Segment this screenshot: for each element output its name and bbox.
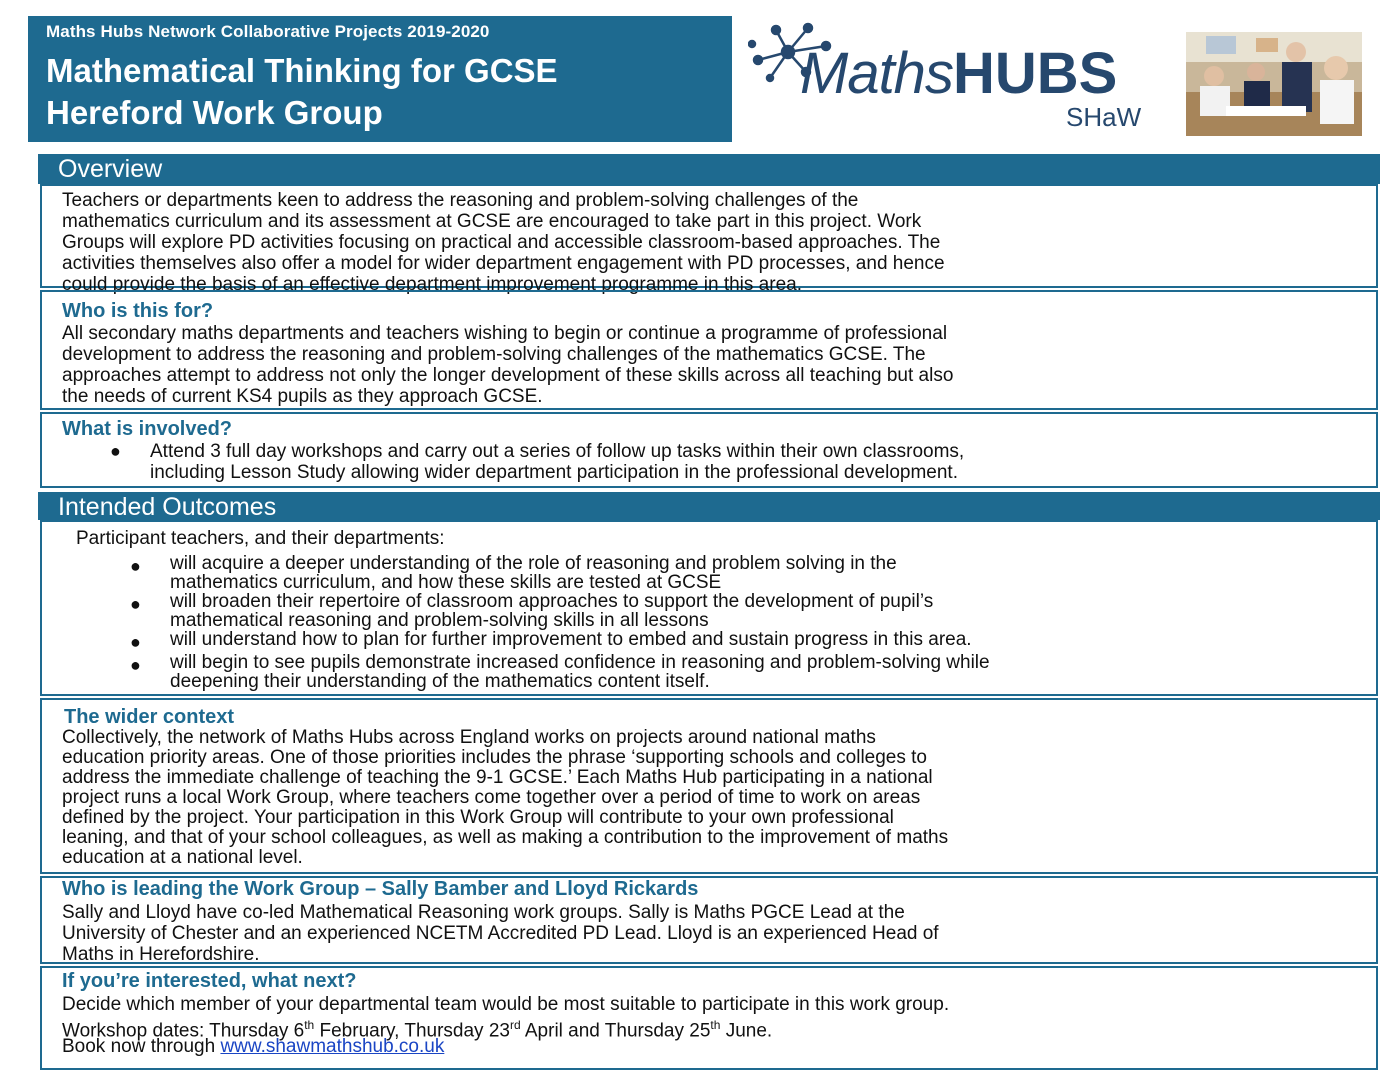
outcomes-header: Intended Outcomes <box>38 492 1380 520</box>
bullet-icon: ● <box>130 556 141 576</box>
booking-link[interactable]: www.shawmathshub.co.uk <box>220 1036 445 1057</box>
logo-word-hubs: HUBS <box>952 41 1118 106</box>
outcome-item: will broaden their repertoire of classroom approaches to support the development of pupil’s mathematical reasoning and problem-solving skills in all lessons <box>170 591 934 631</box>
date-suffix: th <box>304 1018 315 1032</box>
wider-context-heading: The wider context <box>64 706 235 728</box>
project-subtitle: Maths Hubs Network Collaborative Projects 2019-2020 <box>46 22 490 41</box>
involved-bullet: Attend 3 full day workshops and carry out a series of follow up tasks within their own classrooms, including Lesson Study allowing wider department participation in the professional development. <box>150 441 965 483</box>
wider-context-section <box>40 698 1378 874</box>
outcome-item: will understand how to plan for further improvement to embed and sustain progress in this area. <box>170 629 972 650</box>
bullet-icon: ● <box>130 632 141 652</box>
dates-text: June. <box>720 1020 773 1042</box>
involved-heading: What is involved? <box>62 418 233 440</box>
leading-section <box>40 876 1378 964</box>
overview-header: Overview <box>38 154 1380 184</box>
overview-text: Teachers or departments keen to address the reasoning and problem-solving challenges of the mathematics curriculum and its assessment at GCSE are encouraged to take part in this project. Work Groups will explore PD activities focusing on practical and accessible classroom-based approaches. The activities themselves also offer a model for wider department engagement with PD processes, and hence could provide the basis of an effective department improvement programme in this area. <box>62 190 945 295</box>
page-title: Mathematical Thinking for GCSE <box>46 52 558 89</box>
classroom-photo <box>1186 32 1362 136</box>
content-frame <box>38 154 1380 1074</box>
maths-hubs-logo <box>748 14 1168 134</box>
who-for-section <box>40 290 1378 410</box>
outcome-item: will acquire a deeper understanding of the role of reasoning and problem solving in the mathematics curriculum, and how these skills are tested at GCSE <box>170 553 897 593</box>
booking-text: Book now through <box>62 1036 221 1057</box>
logo-region: SHaW <box>1066 102 1142 132</box>
outcomes-intro: Participant teachers, and their departments: <box>76 528 445 549</box>
dates-text: April and Thursday 25 <box>520 1020 711 1042</box>
outcome-item: will begin to see pupils demonstrate increased confidence in reasoning and problem-solving while deepening their understanding of the mathematics content itself. <box>170 652 990 692</box>
dates-text: Workshop dates: Thursday 6 <box>62 1020 305 1042</box>
dates-text: February, Thursday 23 <box>314 1020 510 1042</box>
date-suffix: rd <box>509 1018 521 1032</box>
bullet-icon: ● <box>130 594 141 614</box>
next-steps-section <box>40 966 1378 1070</box>
title-banner <box>28 16 732 142</box>
leading-heading: Who is leading the Work Group – Sally Bamber and Lloyd Rickards <box>62 878 699 900</box>
page-title-line2: Hereford Work Group <box>46 94 383 131</box>
who-for-text: All secondary maths departments and teachers wishing to begin or continue a programme of professional development to address the reasoning and problem-solving challenges of the mathematics GCSE. The approaches attempt to address not only the longer development of these skills across all teaching but also the needs of current KS4 pupils as they approach GCSE. <box>62 323 954 407</box>
logo-wordmark <box>800 40 1117 107</box>
outcomes-section <box>40 520 1378 696</box>
wider-context-text: Collectively, the network of Maths Hubs across England works on projects around national maths education priority areas. One of those priorities includes the phrase ‘supporting schools and colleges to address the immediate challenge of teaching the 9-1 GCSE.’ Each Maths Hub participating in a national project runs a local Work Group, where teachers come together over a period of time to work on areas defined by the project. Your participation in this Work Group will contribute to your own professional leaning, and that of your school colleagues, as well as making a contribution to the improvement of maths education at a national level. <box>62 727 949 868</box>
involved-section <box>40 412 1378 488</box>
bullet-icon: ● <box>130 655 141 675</box>
logo-word-maths: Maths <box>800 41 953 106</box>
date-suffix: th <box>710 1018 721 1032</box>
next-steps-line1: Decide which member of your departmental team would be most suitable to participate in this work group. <box>62 994 950 1015</box>
booking-line <box>62 1036 1372 1057</box>
who-for-heading: Who is this for? <box>62 300 214 322</box>
leading-text: Sally and Lloyd have co-led Mathematical Reasoning work groups. Sally is Maths PGCE Lead at the University of Chester and an experienced NCETM Accredited PD Lead. Lloyd is an experienced Head of Maths in Herefordshire. <box>62 902 939 965</box>
bullet-icon: ● <box>110 441 121 461</box>
overview-section <box>40 184 1378 295</box>
next-steps-heading: If you’re interested, what next? <box>62 970 357 992</box>
